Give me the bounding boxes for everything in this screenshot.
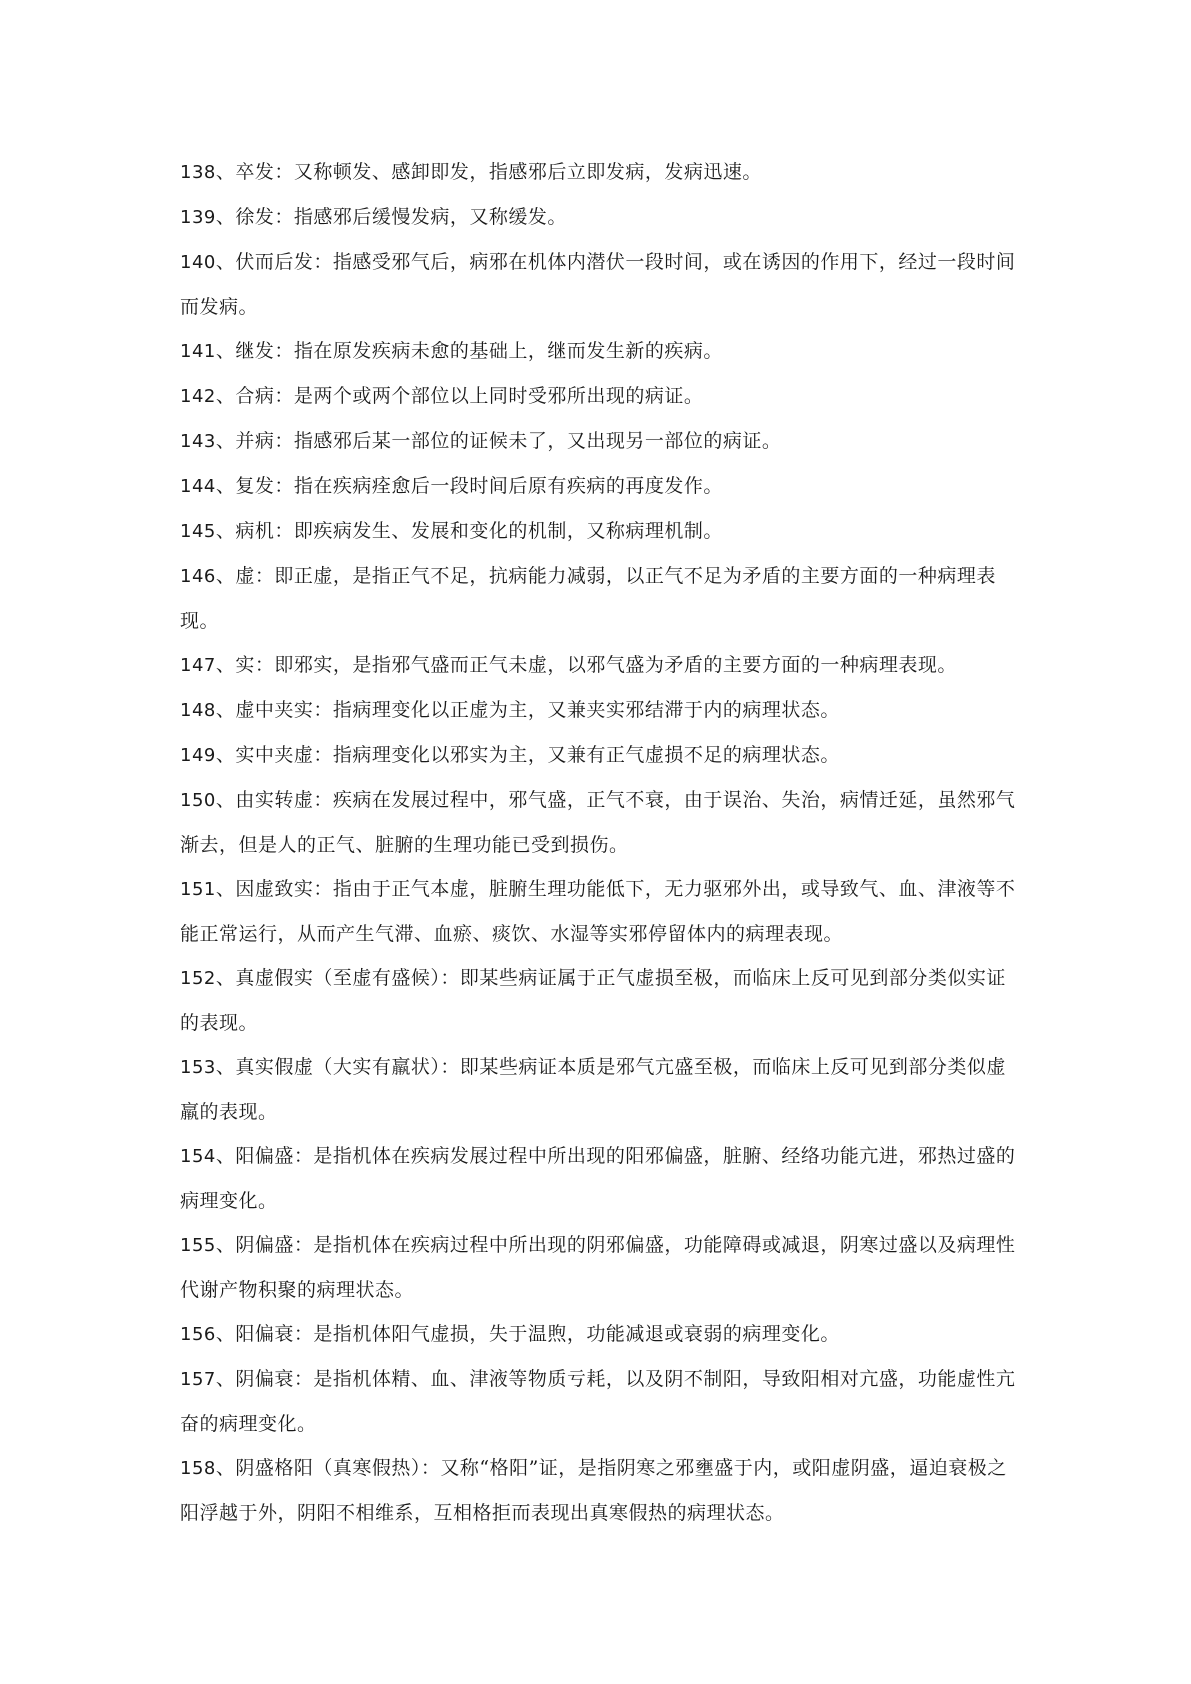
entry-text: 、合病：是两个或两个部位以上同时受邪所出现的病证。 [215,385,704,407]
entry-number: 150 [180,790,216,811]
entry-text: 、病机：即疾病发生、发展和变化的机制，又称病理机制。 [215,520,723,542]
glossary-entry-143 [180,419,1020,464]
glossary-entry-140 [180,240,1020,329]
glossary-entry-139 [180,195,1020,240]
entry-text: 、阳偏盛：是指机体在疾病发展过程中所出现的阳邪偏盛，脏腑、经络功能亢进，邪热过盛的病理变化。 [180,1145,1016,1212]
glossary-entry-152 [180,956,1020,1045]
glossary-entry-138 [180,150,1020,195]
glossary-entry-154 [180,1134,1020,1223]
entry-text: 、继发：指在原发疾病未愈的基础上，继而发生新的疾病。 [215,340,723,362]
entry-number: 145 [180,521,216,542]
entry-text: 、卒发：又称顿发、感卸即发，指感邪后立即发病，发病迅速。 [215,161,762,183]
entry-text: 、真虚假实（至虚有盛候）：即某些病证属于正气虚损至极，而临床上反可见到部分类似实证的表现。 [180,967,1006,1034]
entry-text: 、复发：指在疾病痊愈后一段时间后原有疾病的再度发作。 [215,475,723,497]
entry-text: 、阴偏盛：是指机体在疾病过程中所出现的阴邪偏盛，功能障碍或减退，阴寒过盛以及病理性代谢产物积聚的病理状态。 [180,1234,1016,1301]
glossary-entry-149 [180,733,1020,778]
glossary-entry-145 [180,509,1020,554]
entry-text: 、由实转虚：疾病在发展过程中，邪气盛，正气不衰，由于误治、失治，病情迁延，虽然邪气渐去，但是人的正气、脏腑的生理功能已受到损伤。 [180,789,1016,856]
entry-text: 、实中夹虚：指病理变化以邪实为主，又兼有正气虚损不足的病理状态。 [215,744,840,766]
entry-text: 、并病：指感邪后某一部位的证候未了，又出现另一部位的病证。 [215,430,782,452]
entry-number: 152 [180,968,216,989]
glossary-entry-147 [180,643,1020,688]
entry-number: 138 [180,162,216,183]
entry-number: 147 [180,655,216,676]
glossary-entry-148 [180,688,1020,733]
entry-number: 142 [180,386,216,407]
entry-number: 143 [180,431,216,452]
entry-text: 、实：即邪实，是指邪气盛而正气未虚，以邪气盛为矛盾的主要方面的一种病理表现。 [215,654,957,676]
glossary-entry-151 [180,867,1020,956]
glossary-entry-144 [180,464,1020,509]
glossary-entry-156 [180,1312,1020,1357]
glossary-entry-153 [180,1045,1020,1134]
entry-number: 157 [180,1369,216,1390]
glossary-list [180,150,1020,1535]
entry-text: 、伏而后发：指感受邪气后，病邪在机体内潜伏一段时间，或在诱因的作用下，经过一段时间而发病。 [180,251,1016,318]
glossary-entry-142 [180,374,1020,419]
entry-text: 、因虚致实：指由于正气本虚，脏腑生理功能低下，无力驱邪外出，或导致气、血、津液等不能正常运行，从而产生气滞、血瘀、痰饮、水湿等实邪停留体内的病理表现。 [180,878,1016,945]
entry-number: 153 [180,1057,216,1078]
entry-text: 、虚中夹实：指病理变化以正虚为主，又兼夹实邪结滞于内的病理状态。 [215,699,840,721]
entry-number: 151 [180,879,216,900]
entry-number: 141 [180,341,216,362]
glossary-entry-150 [180,778,1020,867]
entry-number: 154 [180,1146,216,1167]
glossary-entry-155 [180,1223,1020,1312]
entry-number: 146 [180,566,216,587]
entry-text: 、阳偏衰：是指机体阳气虚损，失于温煦，功能减退或衰弱的病理变化。 [215,1323,840,1345]
entry-number: 144 [180,476,216,497]
glossary-entry-146 [180,554,1020,643]
glossary-entry-158 [180,1446,1020,1535]
entry-number: 156 [180,1324,216,1345]
entry-text: 、徐发：指感邪后缓慢发病，又称缓发。 [215,206,567,228]
entry-number: 155 [180,1235,216,1256]
entry-text: 、真实假虚（大实有羸状）：即某些病证本质是邪气亢盛至极，而临床上反可见到部分类似虚羸的表现。 [180,1056,1006,1123]
entry-number: 148 [180,700,216,721]
entry-text: 、阴盛格阳（真寒假热）：又称“格阳”证，是指阴寒之邪壅盛于内，或阳虚阴盛，逼迫衰极之阳浮越于外，阴阳不相维系，互相格拒而表现出真寒假热的病理状态。 [180,1457,1007,1524]
entry-number: 158 [180,1458,216,1479]
entry-number: 140 [180,252,216,273]
glossary-entry-141 [180,329,1020,374]
entry-number: 139 [180,207,216,228]
entry-text: 、阴偏衰：是指机体精、血、津液等物质亏耗，以及阴不制阳，导致阳相对亢盛，功能虚性亢奋的病理变化。 [180,1368,1016,1435]
glossary-entry-157 [180,1357,1020,1446]
entry-number: 149 [180,745,216,766]
entry-text: 、虚：即正虚，是指正气不足，抗病能力减弱，以正气不足为矛盾的主要方面的一种病理表现。 [180,565,996,632]
